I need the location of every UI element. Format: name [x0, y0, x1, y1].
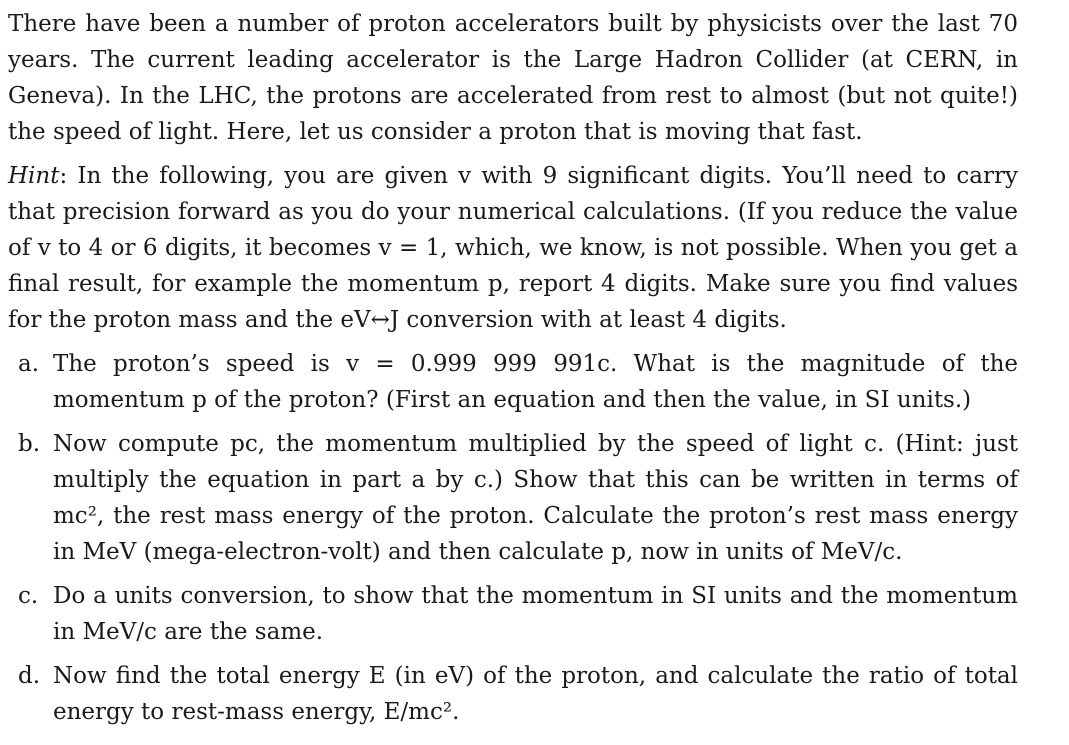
- question-label: a.: [18, 351, 40, 377]
- question-item-d: [8, 658, 1018, 730]
- question-label: c.: [18, 583, 39, 609]
- question-item-b: [8, 426, 1018, 570]
- question-list: [8, 346, 1018, 730]
- question-label: b.: [18, 431, 41, 457]
- question-text: The proton’s speed is v = 0.999 999 991c. What is the magnitude of the momentum p of the proton? (First an equation and then the value, in SI units.): [53, 351, 1018, 413]
- problem-document: [8, 0, 1018, 730]
- question-item-a: [8, 346, 1018, 418]
- question-label: d.: [18, 663, 41, 689]
- question-text: Now find the total energy E (in eV) of the proton, and calculate the ratio of total energy to rest-mass energy, E/mc².: [53, 663, 1018, 725]
- intro-paragraph: There have been a number of proton accelerators built by physicists over the last 70 years. The current leading accelerator is the Large Hadron Collider (at CERN, in Geneva). In the LHC, the protons are accelerated from rest to almost (but not quite!) the speed of light. Here, let us consider a proton that is moving that fast.: [8, 11, 1018, 145]
- hint-text: : In the following, you are given v with 9 significant digits. You’ll need to carry that precision forward as you do your numerical calculations. (If you reduce the value of v to 4 or 6 digits, it becomes v = 1, which, we know, is not possible. When you get a final result, for example the momentum p, report 4 digits. Make sure you find values for the proton mass and the eV↔J conversion with at least 4 digits.: [8, 163, 1018, 333]
- question-text: Now compute pc, the momentum multiplied by the speed of light c. (Hint: just multiply the equation in part a by c.) Show that this can be written in terms of mc², the rest mass energy of the proton. Calculate the proton’s rest mass energy in MeV (mega-electron-volt) and then calculate p, now in units of MeV/c.: [53, 431, 1018, 565]
- hint-label: Hint: [8, 163, 60, 189]
- question-item-c: [8, 578, 1018, 650]
- question-text: Do a units conversion, to show that the momentum in SI units and the momentum in MeV/c are the same.: [53, 583, 1018, 645]
- hint-paragraph: [8, 158, 1018, 338]
